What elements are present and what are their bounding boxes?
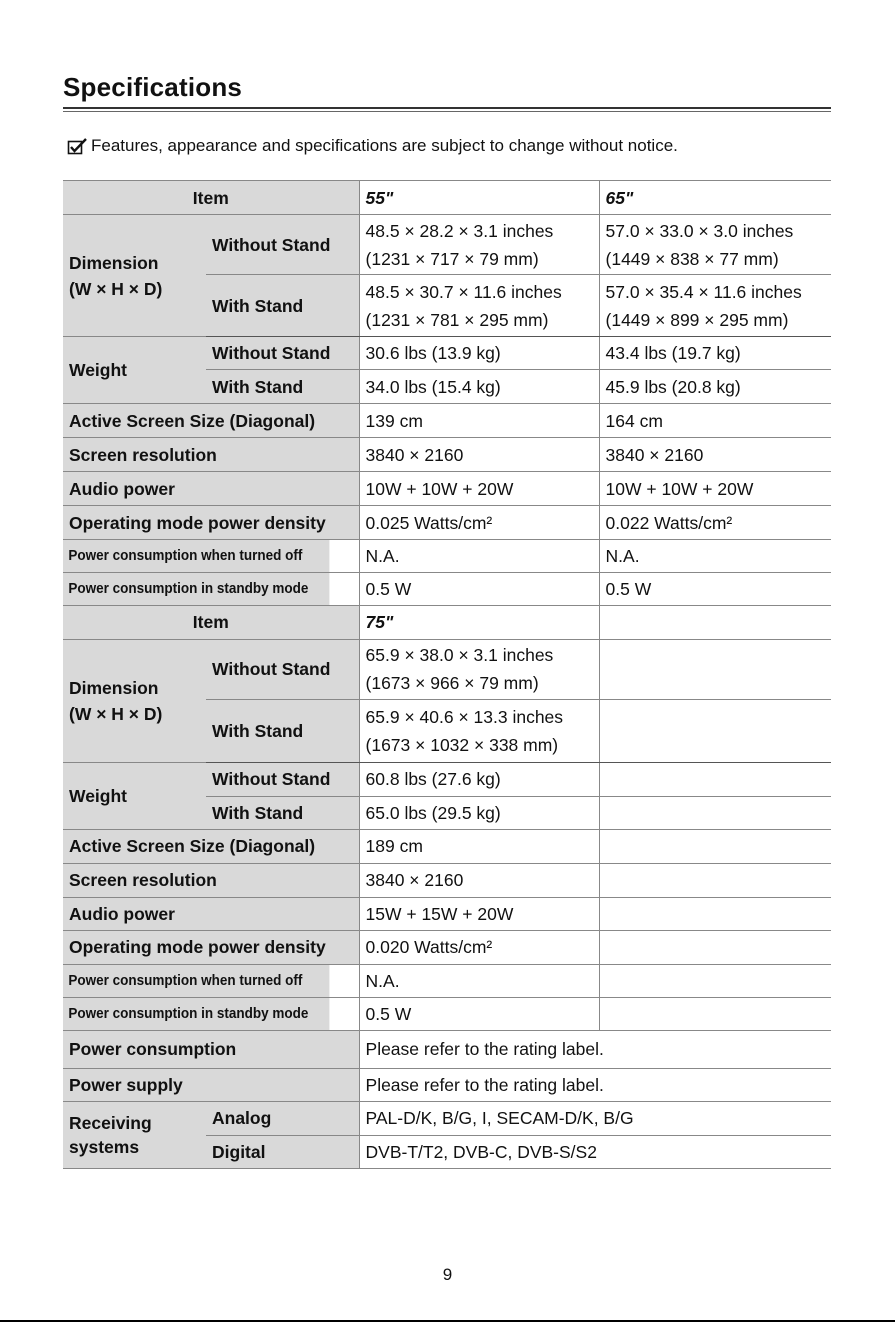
empty-cell xyxy=(599,639,831,699)
empty-cell xyxy=(599,930,831,964)
opd-label: Operating mode power density xyxy=(63,506,359,540)
notice xyxy=(67,136,678,156)
table-row xyxy=(63,1101,831,1135)
off-65: N.A. xyxy=(599,540,831,573)
table-row xyxy=(63,438,831,472)
active-screen-label: Active Screen Size (Diagonal) xyxy=(63,404,359,438)
active-55: 139 cm xyxy=(359,404,599,438)
receiving-text: Receiving xyxy=(69,1112,152,1133)
dim-with-75 xyxy=(359,699,599,762)
power-supply-label: Power supply xyxy=(63,1068,359,1101)
table-row xyxy=(63,997,831,1030)
header-item: Item xyxy=(63,606,359,639)
res-55: 3840 × 2160 xyxy=(359,438,599,472)
header-75: 75" xyxy=(359,606,599,639)
with-stand-label: With Stand xyxy=(206,370,359,404)
header-65: 65" xyxy=(599,181,831,215)
page-title: Specifications xyxy=(63,72,243,102)
table-header-row xyxy=(63,606,831,639)
audio-label: Audio power xyxy=(63,897,359,930)
table-row xyxy=(63,897,831,930)
off-75: N.A. xyxy=(359,964,599,997)
without-stand-label: Without Stand xyxy=(206,762,359,796)
standby-label: Power consumption in standby mode xyxy=(63,997,329,1030)
empty-cell xyxy=(599,829,831,863)
table-row xyxy=(63,573,831,606)
dim-without-75 xyxy=(359,639,599,699)
cell-line: (1231 × 781 × 295 mm) xyxy=(365,309,549,330)
title-rule-thin xyxy=(63,111,831,112)
power-consumption-label: Power consumption xyxy=(63,1030,359,1068)
weight-without-55: 30.6 lbs (13.9 kg) xyxy=(359,337,599,370)
audio-label: Audio power xyxy=(63,472,359,506)
cell-line: 57.0 × 33.0 × 3.0 inches xyxy=(605,220,794,241)
opd-55: 0.025 Watts/cm² xyxy=(359,506,599,540)
without-stand-label: Without Stand xyxy=(206,337,359,370)
page-number: 9 xyxy=(442,1265,453,1284)
res-75: 3840 × 2160 xyxy=(359,863,599,897)
dimension-text: Dimension xyxy=(69,252,159,273)
header-55: 55" xyxy=(359,181,599,215)
with-stand-label: With Stand xyxy=(206,275,359,337)
header-item: Item xyxy=(63,181,359,215)
power-consumption-value: Please refer to the rating label. xyxy=(359,1030,831,1068)
audio-55: 10W + 10W + 20W xyxy=(359,472,599,506)
dim-with-55 xyxy=(359,275,599,337)
dim-without-55 xyxy=(359,215,599,275)
cell-line: (1231 × 717 × 79 mm) xyxy=(365,248,539,269)
audio-75: 15W + 15W + 20W xyxy=(359,897,599,930)
table-row xyxy=(63,1030,831,1068)
weight-without-75: 60.8 lbs (27.6 kg) xyxy=(359,762,599,796)
off-label: Power consumption when turned off xyxy=(63,964,329,997)
table-row xyxy=(63,762,831,796)
weight-with-75: 65.0 lbs (29.5 kg) xyxy=(359,796,599,829)
resolution-label: Screen resolution xyxy=(63,863,359,897)
empty-cell xyxy=(599,796,831,829)
standby-55: 0.5 W xyxy=(359,573,599,606)
digital-label: Digital xyxy=(206,1135,359,1168)
spec-table-75 xyxy=(63,606,831,1169)
standby-75: 0.5 W xyxy=(359,997,599,1030)
off-55: N.A. xyxy=(359,540,599,573)
res-65: 3840 × 2160 xyxy=(599,438,831,472)
audio-65: 10W + 10W + 20W xyxy=(599,472,831,506)
analog-label: Analog xyxy=(206,1101,359,1135)
power-supply-value: Please refer to the rating label. xyxy=(359,1068,831,1101)
with-stand-label: With Stand xyxy=(206,796,359,829)
empty-cell xyxy=(599,863,831,897)
cell-line: 48.5 × 30.7 × 11.6 inches xyxy=(365,281,562,302)
table-row xyxy=(63,1068,831,1101)
without-stand-label: Without Stand xyxy=(206,215,359,275)
active-screen-label: Active Screen Size (Diagonal) xyxy=(63,829,359,863)
cell-line: (1449 × 899 × 295 mm) xyxy=(605,309,789,330)
dimension-label xyxy=(63,639,206,762)
empty-cell xyxy=(599,606,831,639)
table-row xyxy=(63,472,831,506)
cell-line: 48.5 × 28.2 × 3.1 inches xyxy=(365,220,554,241)
dimension-sub-text: (W × H × D) xyxy=(69,278,163,299)
opd-75: 0.020 Watts/cm² xyxy=(359,930,599,964)
table-row xyxy=(63,964,831,997)
off-label: Power consumption when turned off xyxy=(63,540,329,573)
spec-table-55-65 xyxy=(63,180,831,606)
weight-without-65: 43.4 lbs (19.7 kg) xyxy=(599,337,831,370)
active-75: 189 cm xyxy=(359,829,599,863)
without-stand-label: Without Stand xyxy=(206,639,359,699)
cell-line: (1449 × 838 × 77 mm) xyxy=(605,248,779,269)
table-row xyxy=(63,215,831,275)
analog-value: PAL-D/K, B/G, I, SECAM-D/K, B/G xyxy=(359,1101,831,1135)
empty-cell xyxy=(599,964,831,997)
table-row xyxy=(63,404,831,438)
active-65: 164 cm xyxy=(599,404,831,438)
with-stand-label: With Stand xyxy=(206,699,359,762)
weight-label: Weight xyxy=(63,762,206,829)
cell-line: (1673 × 966 × 79 mm) xyxy=(365,673,539,693)
bottom-rule xyxy=(0,1320,895,1322)
receiving-systems-label xyxy=(63,1101,206,1168)
systems-text: systems xyxy=(69,1136,140,1157)
digital-value: DVB-T/T2, DVB-C, DVB-S/S2 xyxy=(359,1135,831,1168)
table-row xyxy=(63,829,831,863)
empty-cell xyxy=(599,762,831,796)
resolution-label: Screen resolution xyxy=(63,438,359,472)
empty-cell xyxy=(599,699,831,762)
checkbox-note-icon xyxy=(67,137,89,155)
table-row xyxy=(63,863,831,897)
table-row xyxy=(63,540,831,573)
cell-line: (1673 × 1032 × 338 mm) xyxy=(365,734,559,755)
empty-cell xyxy=(599,897,831,930)
cell-line: 65.9 × 40.6 × 13.3 inches xyxy=(365,706,564,727)
title-rule xyxy=(63,107,831,109)
table-row xyxy=(63,639,831,699)
table-row xyxy=(63,506,831,540)
cell-line: 65.9 × 38.0 × 3.1 inches xyxy=(365,645,554,665)
dim-with-65 xyxy=(599,275,831,337)
opd-label: Operating mode power density xyxy=(63,930,359,964)
standby-65: 0.5 W xyxy=(599,573,831,606)
dimension-label xyxy=(63,215,206,337)
weight-label: Weight xyxy=(63,337,206,404)
dim-without-65 xyxy=(599,215,831,275)
weight-with-55: 34.0 lbs (15.4 kg) xyxy=(359,370,599,404)
opd-65: 0.022 Watts/cm² xyxy=(599,506,831,540)
weight-with-65: 45.9 lbs (20.8 kg) xyxy=(599,370,831,404)
empty-cell xyxy=(599,997,831,1030)
notice-text: Features, appearance and specifications are subject to change without notice. xyxy=(91,136,678,155)
standby-label: Power consumption in standby mode xyxy=(63,573,329,606)
dimension-text: Dimension xyxy=(69,677,159,698)
table-row xyxy=(63,337,831,370)
table-row xyxy=(63,930,831,964)
cell-line: 57.0 × 35.4 × 11.6 inches xyxy=(605,281,802,302)
dimension-sub-text: (W × H × D) xyxy=(69,703,163,724)
table-header-row xyxy=(63,181,831,215)
